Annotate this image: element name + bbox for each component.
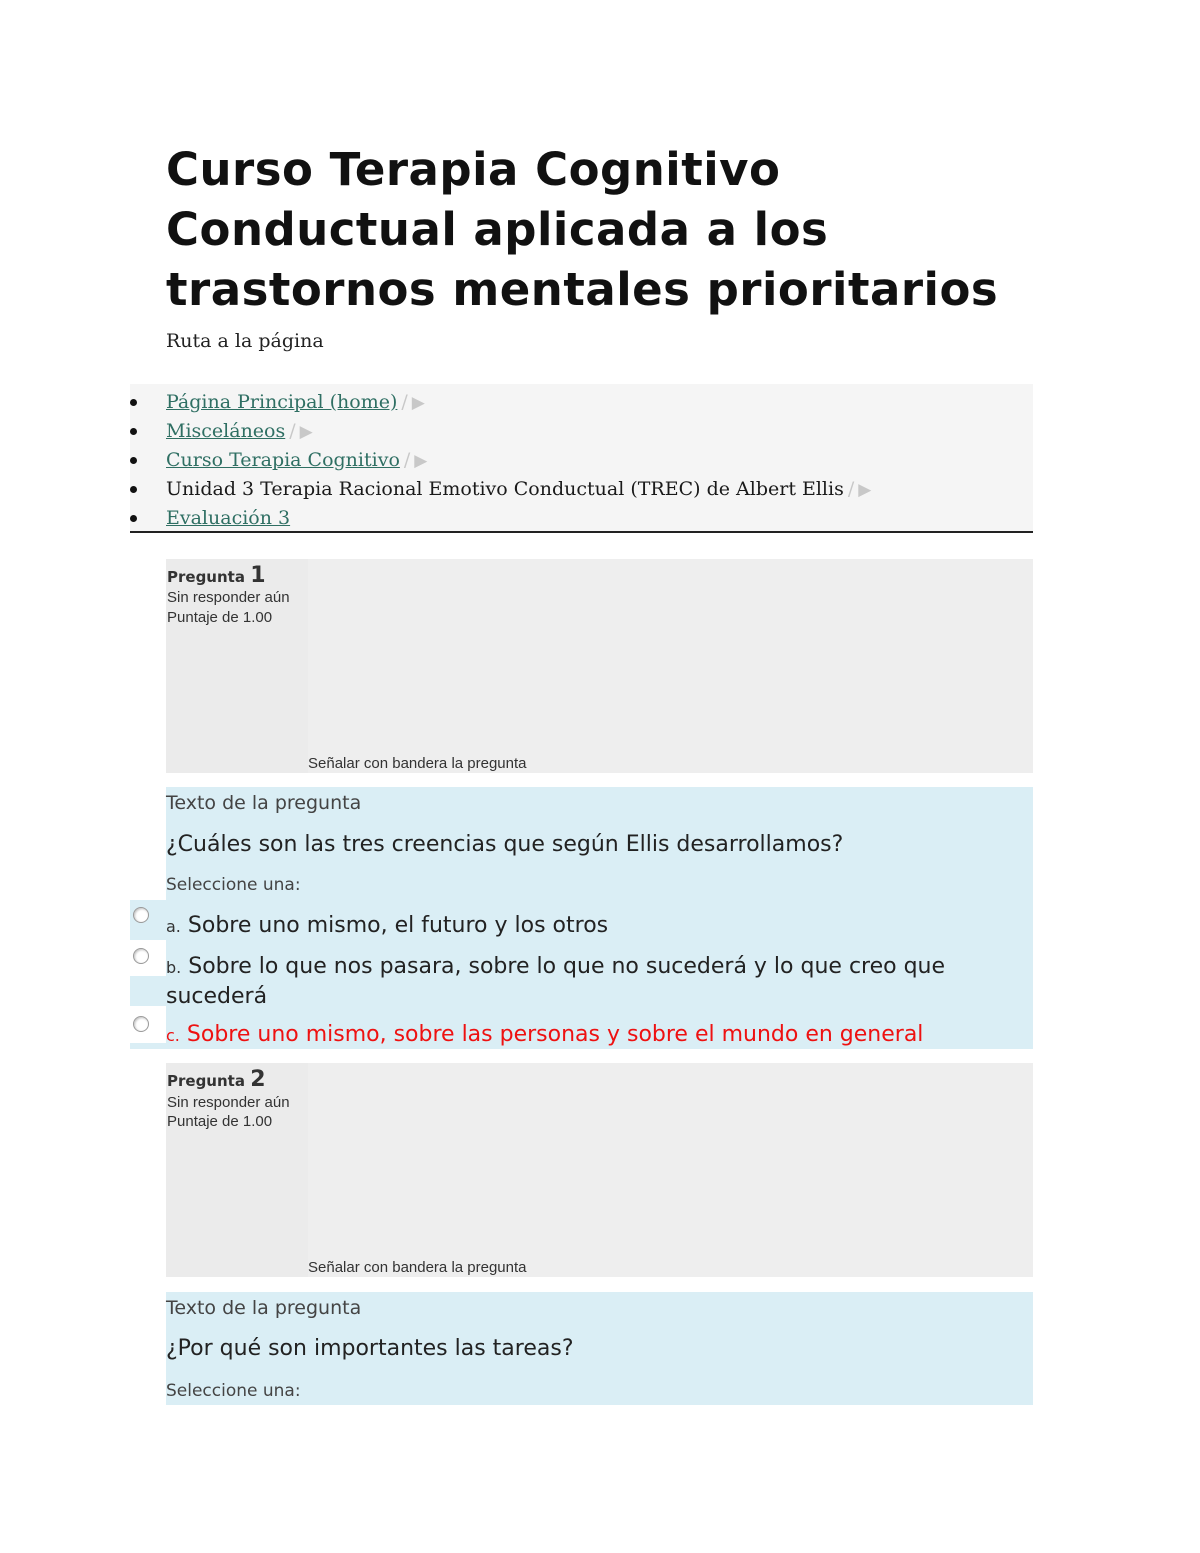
breadcrumb-link-curso[interactable]: Curso Terapia Cognitivo: [166, 449, 400, 471]
radio-option-c[interactable]: [133, 1016, 149, 1032]
arrow-right-icon: ▶: [858, 480, 872, 500]
title-line-2: Conductual aplicada a los: [166, 203, 829, 256]
breadcrumb: [130, 384, 1033, 533]
breadcrumb-item-unidad: [130, 475, 1033, 504]
question-2-label: Pregunta 2: [167, 1067, 266, 1092]
question-1-state: Sin responder aún: [167, 589, 290, 606]
question-1-score: Puntaje de 1.00: [167, 609, 273, 626]
breadcrumb-separator: /: [289, 420, 296, 442]
breadcrumb-item-evaluacion: [130, 504, 1033, 533]
title-line-1: Curso Terapia Cognitivo: [166, 143, 781, 196]
bullet-icon: [130, 457, 137, 464]
option-letter: b.: [166, 958, 182, 977]
breadcrumb-separator: /: [847, 478, 855, 500]
bullet-icon: [130, 486, 137, 493]
question-2-select-prompt: Seleccione una:: [166, 1381, 301, 1401]
question-2-state: Sin responder aún: [167, 1094, 290, 1111]
page-title: [166, 140, 1066, 320]
bullet-icon: [130, 428, 137, 435]
question-2-text: ¿Por qué son importantes las tareas?: [166, 1336, 574, 1361]
breadcrumb-item-miscelaneos: [130, 417, 1033, 446]
breadcrumb-item-curso: [130, 446, 1033, 475]
question-2-content: [166, 1292, 1033, 1405]
question-2-heading: Texto de la pregunta: [166, 1297, 362, 1319]
arrow-right-icon: ▶: [299, 422, 313, 442]
option-text: Sobre lo que nos pasara, sobre lo que no sucederá y lo que creo que sucederá: [166, 954, 946, 1009]
question-1-info: [166, 559, 1033, 773]
breadcrumb-item-home: [130, 388, 1033, 417]
question-1-heading: Texto de la pregunta: [166, 792, 362, 814]
question-2-info: [166, 1063, 1033, 1277]
bullet-icon: [130, 515, 137, 522]
breadcrumb-separator: /: [401, 391, 408, 413]
question-2-number: 2: [250, 1067, 266, 1092]
question-1-select-prompt: Seleccione una:: [166, 875, 301, 895]
breadcrumb-link-miscelaneos[interactable]: Misceláneos: [166, 420, 286, 442]
question-1-number: 1: [250, 563, 266, 588]
question-1-label: Pregunta 1: [167, 563, 266, 588]
question-1-option-c[interactable]: [166, 1020, 1026, 1050]
title-line-3: trastornos mentales prioritarios: [166, 263, 999, 316]
option-text: Sobre uno mismo, sobre las personas y sobre el mundo en general: [186, 1022, 924, 1047]
breadcrumb-link-home[interactable]: Página Principal (home): [166, 391, 398, 413]
question-2-score: Puntaje de 1.00: [167, 1113, 273, 1130]
question-1-content: [166, 787, 1033, 1049]
question-1-text: ¿Cuáles son las tres creencias que según Ellis desarrollamos?: [166, 832, 844, 857]
breadcrumb-separator: /: [403, 449, 411, 471]
breadcrumb-link-evaluacion[interactable]: Evaluación 3: [166, 507, 291, 529]
radio-option-a[interactable]: [133, 907, 149, 923]
option-letter: c.: [166, 1026, 180, 1045]
breadcrumb-text-unidad: Unidad 3 Terapia Racional Emotivo Conductual (TREC) de Albert Ellis: [166, 478, 844, 500]
radio-option-b[interactable]: [133, 948, 149, 964]
bullet-icon: [130, 399, 137, 406]
question-2-flag-button[interactable]: Señalar con bandera la pregunta: [308, 1259, 527, 1276]
question-1-option-b[interactable]: [166, 952, 1026, 1011]
option-text: Sobre uno mismo, el futuro y los otros: [187, 913, 609, 938]
route-label: Ruta a la página: [166, 330, 324, 352]
arrow-right-icon: ▶: [414, 451, 428, 471]
arrow-right-icon: ▶: [411, 393, 425, 413]
question-1-flag-button[interactable]: Señalar con bandera la pregunta: [308, 755, 527, 772]
question-1-option-a[interactable]: [166, 911, 1026, 941]
option-letter: a.: [166, 917, 181, 936]
